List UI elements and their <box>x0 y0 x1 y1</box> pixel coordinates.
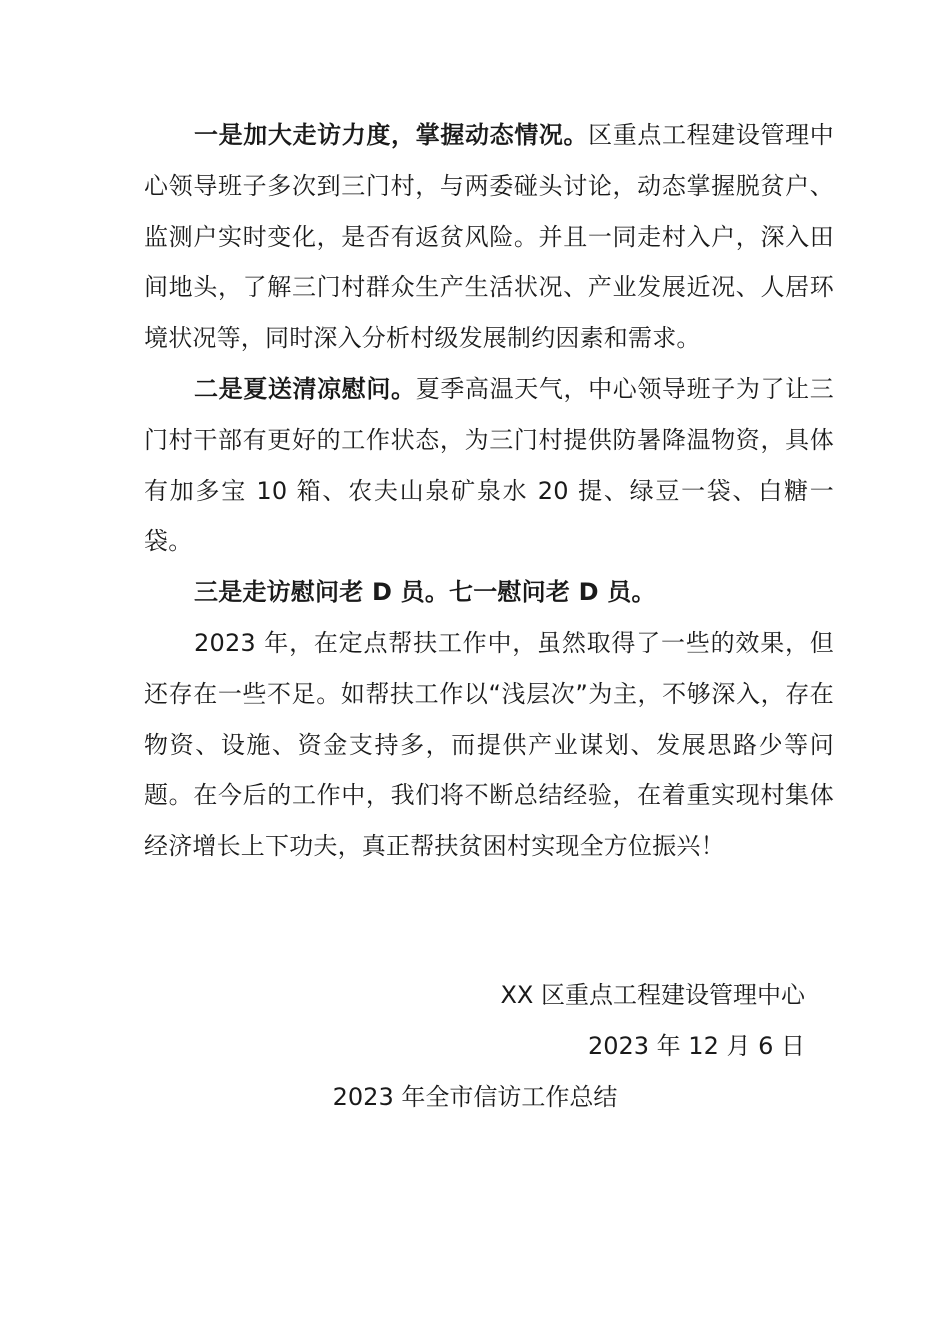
paragraph-summer-relief <box>144 364 834 567</box>
next-document-title: 2023 年全市信访工作总结 <box>332 1083 618 1111</box>
paragraph-lead: 一是加大走访力度，掌握动态情况。 <box>194 121 589 149</box>
document-body <box>144 110 834 872</box>
signature-organization: XX 区重点工程建设管理中心 <box>500 981 805 1009</box>
paragraph-text: 2023 年，在定点帮扶工作中，虽然取得了一些的效果，但还存在一些不足。如帮扶工作以“浅层次”为主，不够深入，存在物资、设施、资金支持多，而提供产业谋划、发展思路少等问题。在今后的工作中，我们将不断总结经验，在着重实现村集体经济增长上下功夫，真正帮扶贫困村实现全方位振兴！ <box>144 628 834 861</box>
paragraph-lead: 三是走访慰问老 D 员。七一慰问老 D 员。 <box>194 578 656 607</box>
paragraph-veteran-visits <box>144 567 834 618</box>
paragraph-text: 夏季高温天气，中心领导班子为了让三门村干部有更好的工作状态，为三门村提供防暑降温物资，具体有加多宝 10 箱、农夫山泉矿泉水 20 提、绿豆一袋、白糖一袋。 <box>144 374 834 556</box>
paragraph-text: 区重点工程建设管理中心领导班子多次到三门村，与两委碰头讨论，动态掌握脱贫户、监测户实时变化，是否有返贫风险。并且一同走村入户，深入田间地头，了解三门村群众生产生活状况、产业发展近况、人居环境状况等，同时深入分析村级发展制约因素和需求。 <box>144 121 834 353</box>
paragraph-visits <box>144 110 834 364</box>
paragraph-summary <box>144 618 834 872</box>
paragraph-lead: 二是夏送清凉慰问。 <box>194 374 416 403</box>
signature-date: 2023 年 12 月 6 日 <box>587 1032 805 1060</box>
